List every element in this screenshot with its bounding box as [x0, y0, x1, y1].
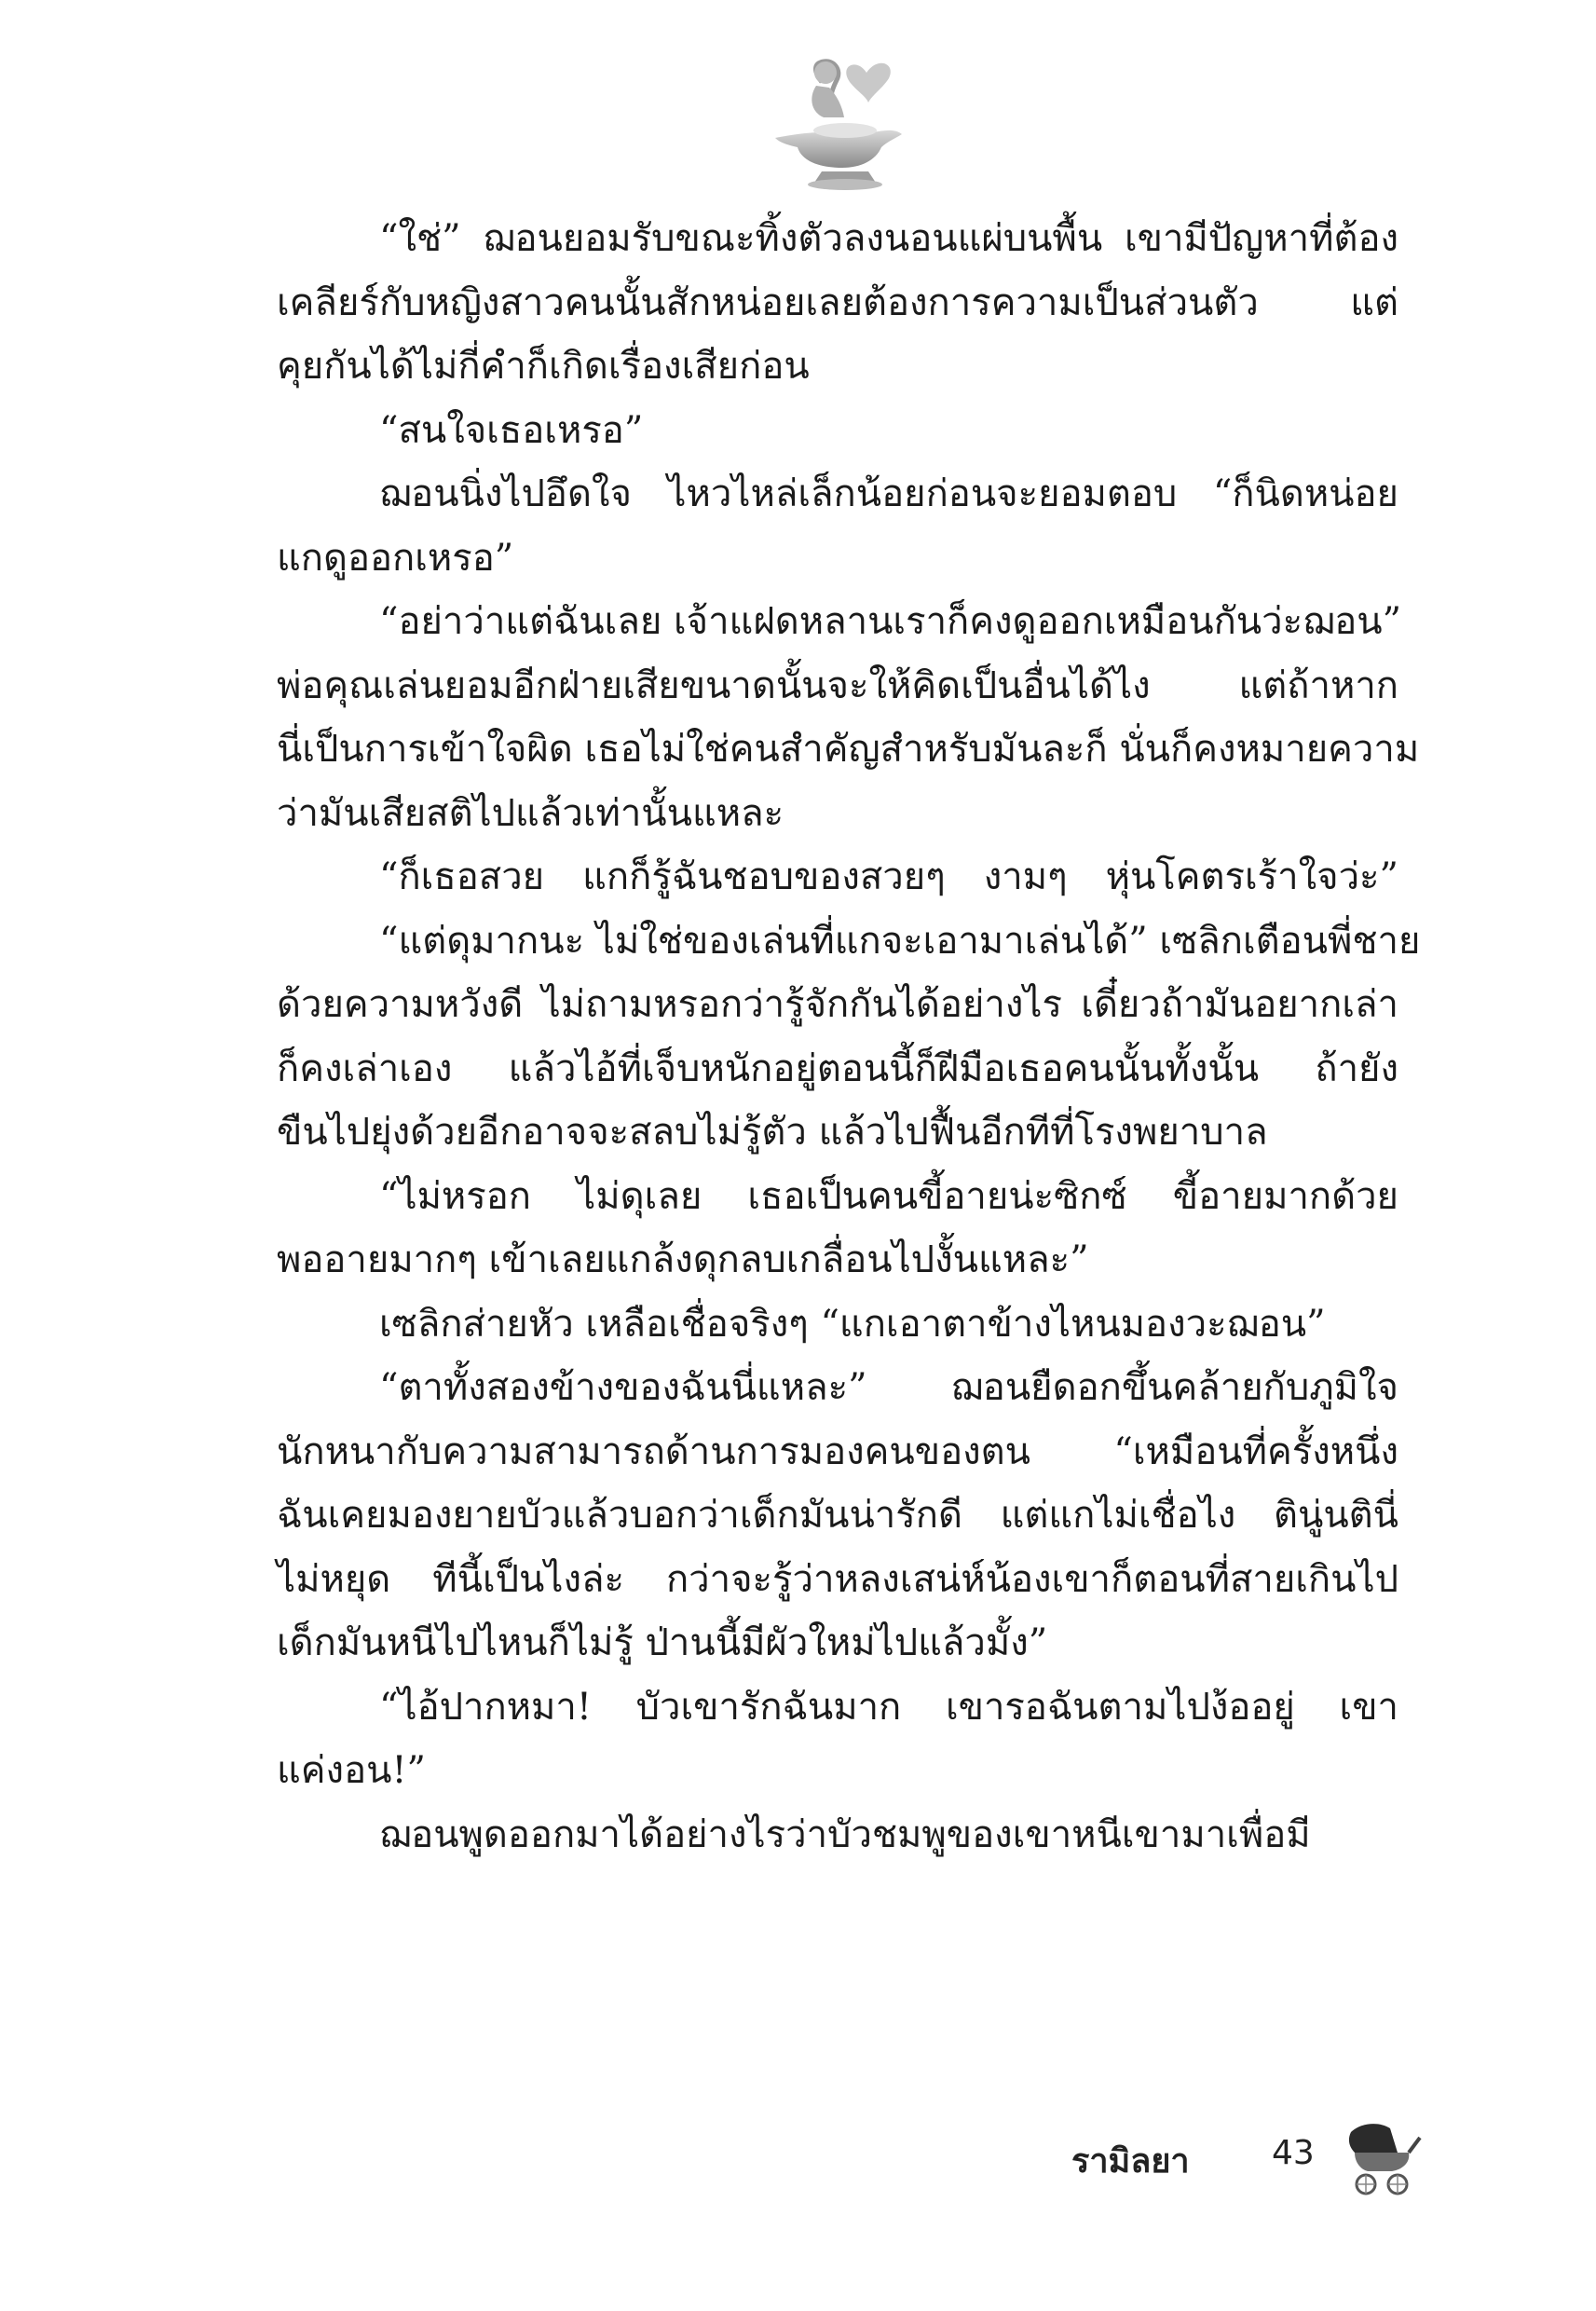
body-text	[277, 207, 1421, 1867]
text-line: ว่ามันเสียสติไปแล้วเท่านั้นแหละ	[277, 791, 784, 835]
text-line: “สนใจเธอเหรอ”	[379, 408, 644, 452]
text-line: ฌอนนิ่งไปอึดใจ ไหวไหล่เล็กน้อยก่อนจะยอมตอบ “ก็นิดหน่อย	[379, 472, 1398, 515]
text-line: เคลียร์กับหญิงสาวคนนั้นสักหน่อยเลยต้องการความเป็นส่วนตัว แต่	[277, 280, 1398, 324]
text-line: “ไม่หรอก ไม่ดุเลย เธอเป็นคนขี้อายน่ะซิกซ์ ขี้อายมากด้วย	[379, 1174, 1398, 1218]
text-line: ไม่หยุด ทีนี้เป็นไงล่ะ กว่าจะรู้ว่าหลงเสน่ห์น้องเขาก็ตอนที่สายเกินไป	[277, 1557, 1398, 1601]
text-line: นี่เป็นการเข้าใจผิด เธอไม่ใช่คนสำคัญสำหรับมันละก็ นั่นก็คงหมายความ	[277, 728, 1420, 771]
text-line: แกดูออกเหรอ”	[277, 536, 514, 580]
text-line: พ่อคุณเล่นยอมอีกฝ่ายเสียขนาดนั้นจะให้คิดเป็นอื่นได้ไง แต่ถ้าหาก	[277, 663, 1398, 707]
text-line: นักหนากับความสามารถด้านการมองคนของตน “เหมือนที่ครั้งหนึ่ง	[277, 1429, 1398, 1473]
text-line: คุยกันได้ไม่กี่คำก็เกิดเรื่องเสียก่อน	[277, 345, 810, 388]
text-line: ฌอนพูดออกมาได้อย่างไรว่าบัวชมพูของเขาหนีเขามาเพื่อมี	[379, 1812, 1311, 1856]
page-footer	[1071, 2115, 1425, 2199]
text-line: “ใช่” ฌอนยอมรับขณะทิ้งตัวลงนอนแผ่บนพื้น เขามีปัญหาที่ต้อง	[379, 217, 1398, 260]
text-line: “ไอ้ปากหมา! บัวเขารักฉันมาก เขารอฉันตามไปง้ออยู่ เขา	[379, 1685, 1398, 1729]
text-line: “ก็เธอสวย แกก็รู้ฉันชอบของสวยๆ งามๆ หุ่นโคตรเร้าใจว่ะ”	[379, 855, 1398, 898]
text-line: ก็คงเล่าเอง แล้วไอ้ที่เจ็บหนักอยู่ตอนนี้ก็ฝีมือเธอคนนั้นทั้งนั้น ถ้ายัง	[277, 1046, 1398, 1090]
text-line: “อย่าว่าแต่ฉันเลย เจ้าแฝดหลานเราก็คงดูออกเหมือนกันว่ะฌอน”	[379, 600, 1402, 643]
baby-stroller-icon	[1342, 2115, 1425, 2199]
text-line: เด็กมันหนีไปไหนก็ไม่รู้ ป่านนี้มีผัวใหม่ไปแล้วมั้ง”	[277, 1621, 1048, 1664]
text-line: ด้วยความหวังดี ไม่ถามหรอกว่ารู้จักกันได้อย่างไร เดี๋ยวถ้ามันอยากเล่า	[277, 983, 1398, 1026]
text-line: “ตาทั้งสองข้างของฉันนี่แหละ” ฌอนยืดอกขึ้นคล้ายกับภูมิใจ	[379, 1366, 1398, 1409]
text-line: ฉันเคยมองยายบัวแล้วบอกว่าเด็กมันน่ารักดี แต่แกไม่เชื่อไง ตินู่นตินี่	[277, 1494, 1398, 1537]
text-line: เซลิกส่ายหัว เหลือเชื่อจริงๆ “แกเอาตาข้างไหนมองวะฌอน”	[379, 1302, 1326, 1346]
page-number: 43	[1272, 2134, 1315, 2172]
text-line: ขืนไปยุ่งด้วยอีกอาจจะสลบไม่รู้ตัว แล้วไปฟื้นอีกทีที่โรงพยาบาล	[277, 1111, 1268, 1154]
text-line: พออายมากๆ เข้าเลยแกล้งดุกลบเกลื่อนไปงั้นแหละ”	[277, 1238, 1089, 1281]
book-title: รามิลยา	[1071, 2142, 1190, 2181]
text-line: “แต่ดุมากนะ ไม่ใช่ของเล่นที่แกจะเอามาเล่นได้” เซลิกเตือนพี่ชาย	[379, 919, 1421, 963]
genie-lamp-with-heart-icon	[757, 45, 915, 194]
text-line: แค่งอน!”	[277, 1749, 426, 1792]
